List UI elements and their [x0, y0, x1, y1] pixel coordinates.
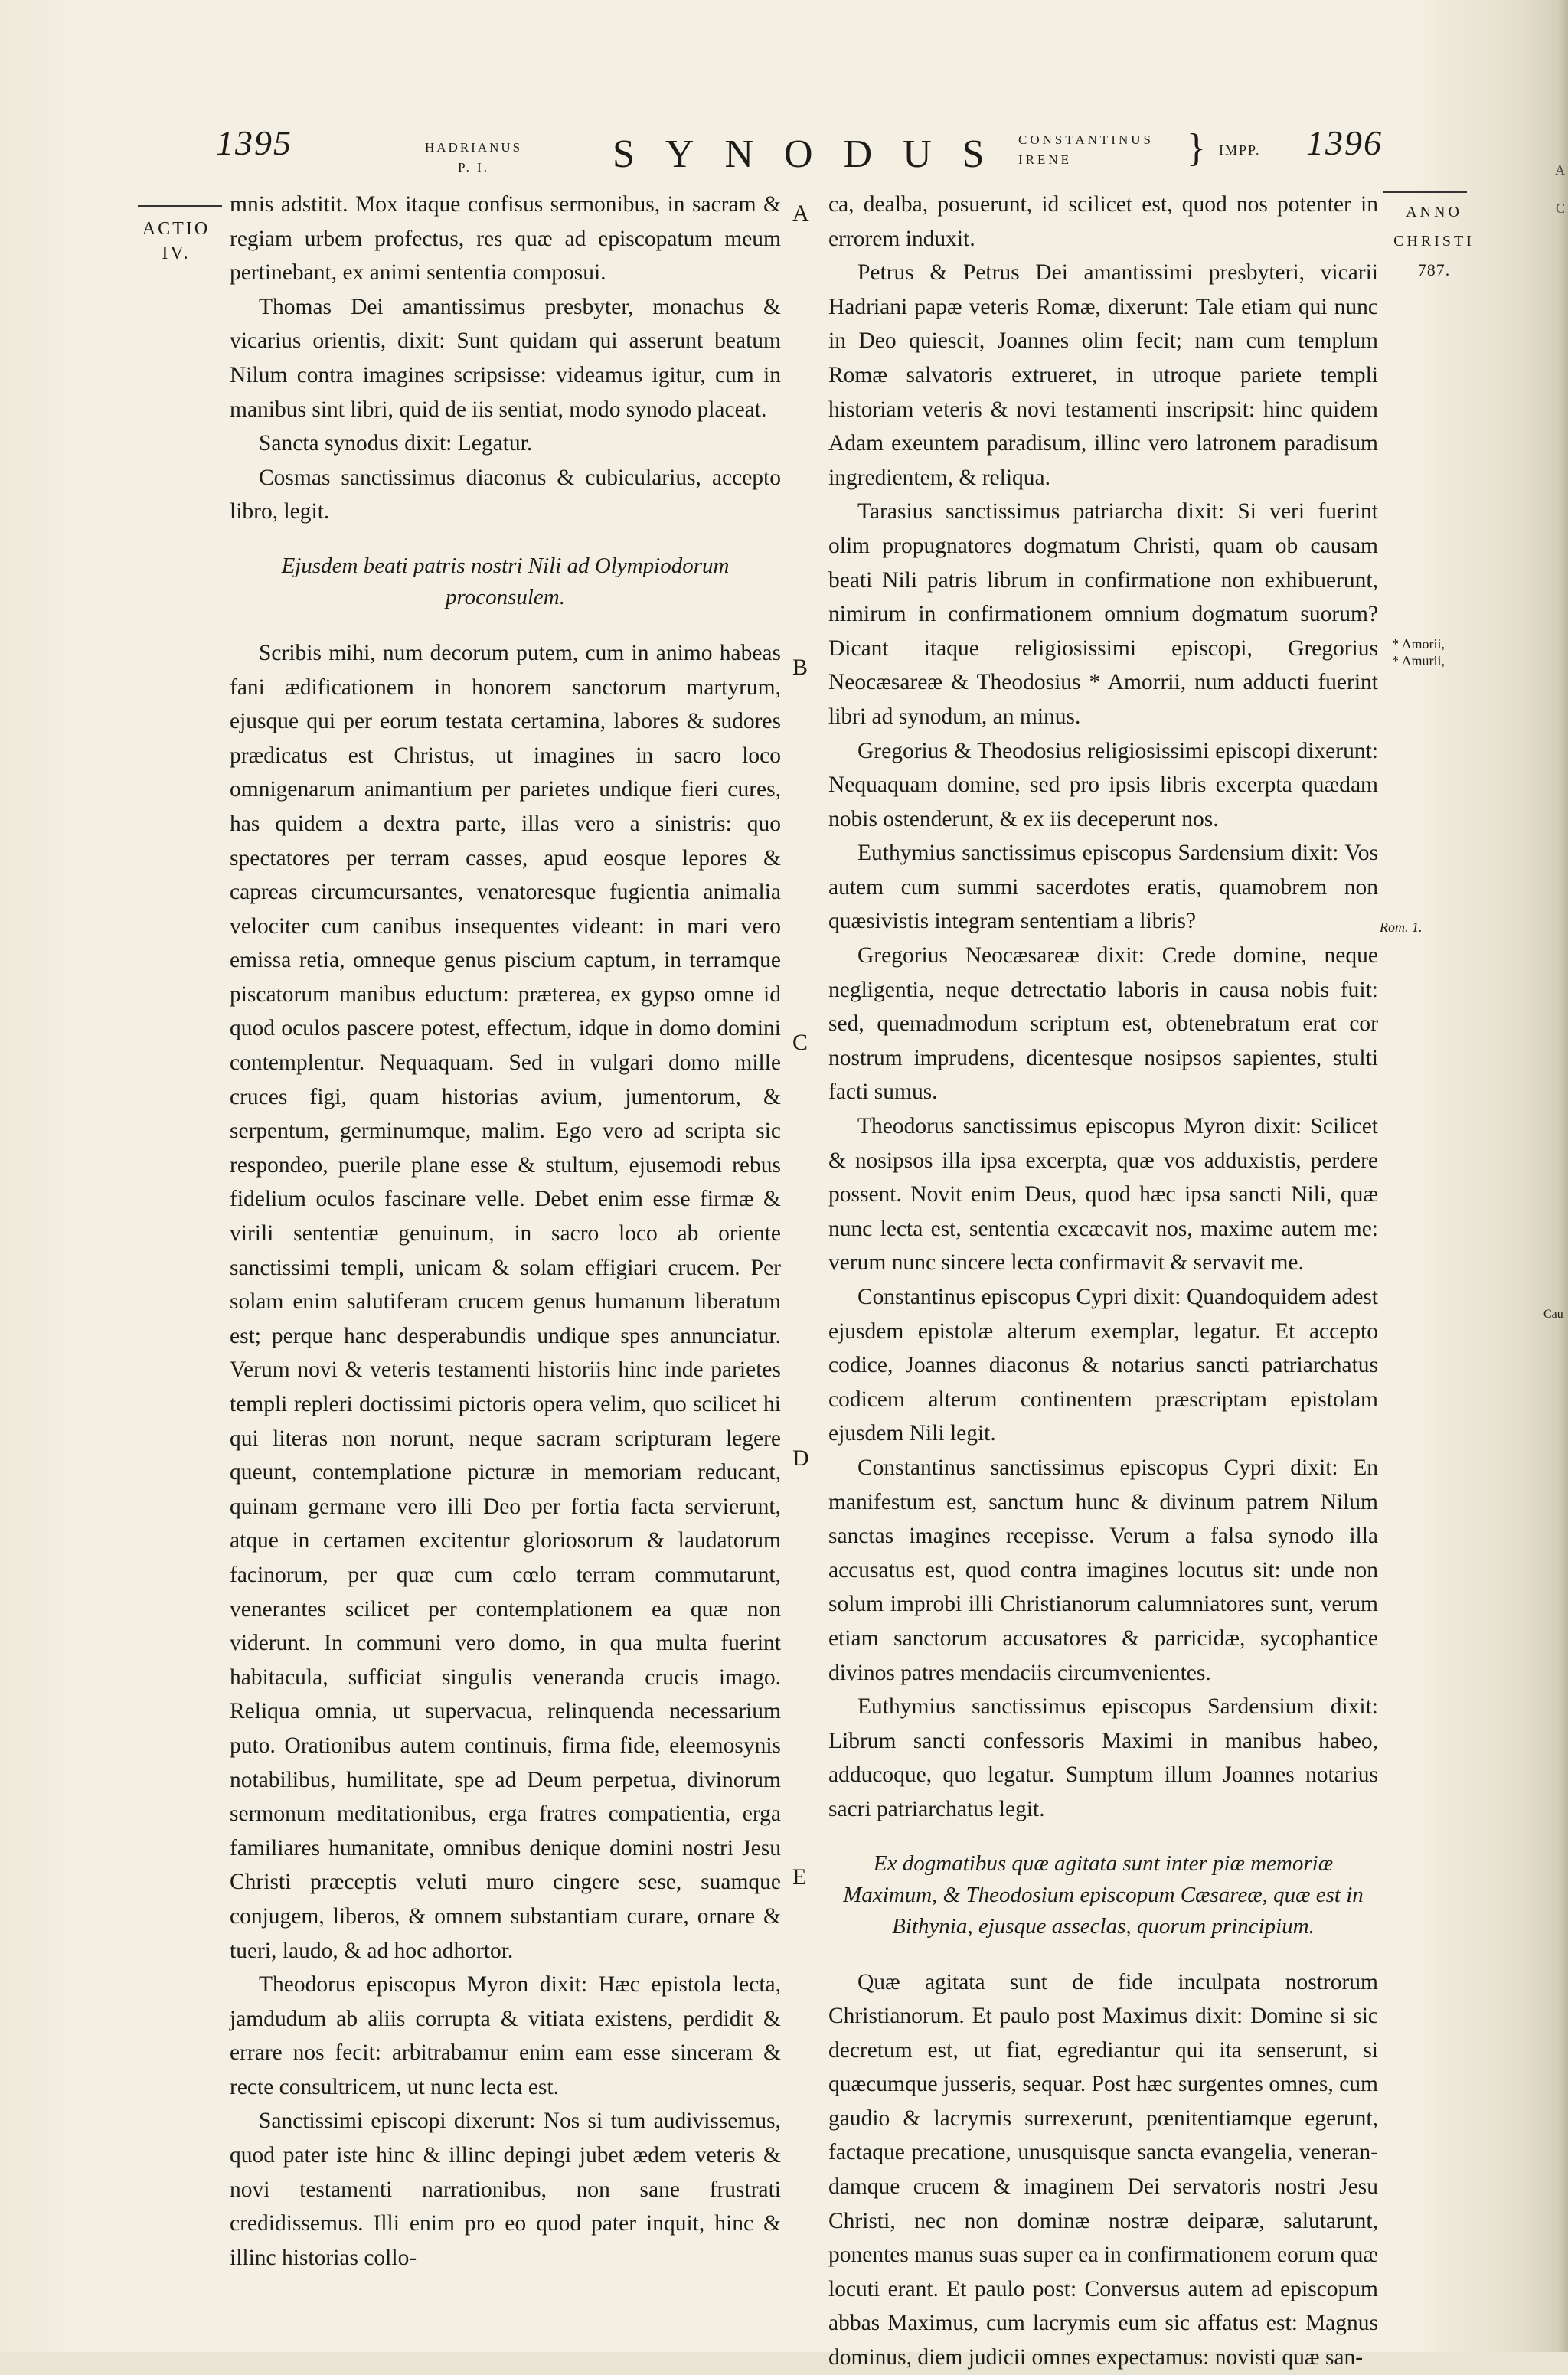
note-amorii-2: * Amurii, — [1392, 653, 1446, 668]
page-number-left: 1395 — [216, 123, 292, 162]
paragraph: Petrus & Petrus Dei amantissimi presbyteri, vicarii Hadriani papæ veteris Romæ, dixerunt: Tale etiam qui nunc in Deo quiescit, Joannes olim fecit; nam cum templum Romæ salvatoris extrueret, in utroque pariete templi historiam veteris & novi testamenti inscripsit: hinc quidem Adam exeuntem paradisum, illinc vero latronem paradisum ingredientem, & reliqua. — [828, 260, 1378, 490]
header-author — [425, 138, 522, 178]
margin-rule-left — [138, 205, 222, 207]
right-column — [828, 188, 1378, 2375]
next-page-edge — [1556, 0, 1568, 2352]
paragraph-continued: ca, dealba, posuerunt, id scilicet est, quod nos potenter in errorem induxit. — [828, 192, 1378, 251]
page-number-right: 1396 — [1306, 123, 1383, 162]
running-title: SYNODUS — [612, 132, 1015, 176]
paragraph: Theodorus episcopus Myron dixit: Hæc epistola lecta, jamdudum ab aliis corrupta & vitiata existens, perdidit & errare nos fecit: arbitrabamur enim eam esse sinceram & recte consultricem, ut nunc lecta est. — [230, 1972, 781, 2099]
header-author-title: P. I. — [458, 160, 490, 175]
header-author-name: HADRIANUS — [425, 140, 523, 155]
edge-letter-a: A — [1555, 162, 1565, 178]
header-emperor-1: CONSTANTINUS — [1018, 132, 1154, 147]
note-amorii — [1392, 635, 1445, 669]
paragraph: Sanctissimi episcopi dixerunt: Nos si tum audivissemus, quod pater iste hinc & illinc depingi jubet ædem veteris & novi testamenti narrationibus, non sane frustrati credidissemus. Illi enim pro eo quod pater inquit, hinc & illinc historias collo- — [230, 2109, 781, 2270]
note-cau: Cau — [1544, 1308, 1563, 1321]
note-rom: Rom. 1. — [1380, 920, 1423, 935]
paragraph: Quæ agitata sunt de fide inculpata nostrorum Christianorum. Et paulo post Maximus dixit: Domine si sic decretum est, ut fiat, egrediantur qui ita senserunt, si quæcumque jusseris, sequar. Post hæc surgentes omnes, cum gaudio & lacrymis surrexerunt, pœnitentiamque egerunt, factaque precatione, unusquisque sancta evangelia, veneran-damque crucem & imaginem Dei servatoris nostri Jesu Christi, nec non dominæ nostræ deiparæ, salutarunt, ponentes manus suas super ea in confirmationem eorum quæ locuti erant. Et paulo post: Conversus autem ad episcopum abbas Maximus, cum lacrymis eum sic affatus est: Magnus dominus, diem judicii omnes expectamus: novisti quæ san- — [828, 1969, 1378, 2370]
paragraph: Scribis mihi, num decorum putem, cum in animo habeas fani ædificationem in honorem sanctorum martyrum, ejusque qui per eorum testata certamina, labores & sudores prædicatus est Christus, ut imagines in sacro loco omnigenarum animantium per parietes undique fieri cures, has quidem a dextra parte, illas vero a sinistris: quo spectatores per terram casses, apud eosque lepores & capreas circumcursantes, venatoresque fugientia animalia velociter cum canibus insequentes videant: in mari vero emissa retia, omneque genus piscium captum, in terramque piscatorum manibus eductum: præterea, ex gypso omne id quod oculos pascere potest, effectum, idque in domo domini contemplentur. Nequaquam. Sed in vulgari domo mille cruces figi, quam historias avium, jumentorum, & serpentum, germinumque, malim. Ego vero ad scripta sic respondeo, puerile plane esse & stultum, ejusemodi rebus fidelium oculos fascinare velle. Debet enim esse firmæ & virili sententiæ genuinum, in sacro loco ab oriente sanctissimi templi, unicam & solam effigiari crucem. Per solam enim salutiferam crucem genus humanum liberatum est; perque hanc desperabundis undique spes annunciatur. Verum novi & veteris testamenti historiis hinc inde parietes templi repleri doctissimi pictoris opera velim, quo scilicet hi qui literas non norunt, neque sacram scripturam legere queunt, contemplatione picturæ in memoriam reducant, quinam germane vero illi Deo per fortia facta servierunt, atque in certamen excitentur gloriosorum & laudatorum facinorum, per quæ cum cœlo terram commutarunt, venerantes scilicet per contemplationem ea quæ non viderunt. In communi vero domo, in qua multa fuerint habitacula, sufficiat singulis veneranda crucis imago. Reliqua omnia, ut supervacua, relinquenda necessarium puto. Orationibus autem continuis, firma fide, eleemosynis notabilibus, humilitate, spe ad Deum perpetua, divinorum sermonum meditationibus, erga fratres compatientia, erga familiares humanitate, omnibus denique domini nostri Jesu Christi præceptis veluti muro cingere sese, suamque conjugem, liberos, & omnem substantiam curare, ornare & tueri, laudo, & ad hoc adhortor. — [230, 640, 781, 1963]
edge-letter-c: C — [1555, 201, 1565, 216]
paragraph: Euthymius sanctissimus episcopus Sardensium dixit: Vos autem cum summi sacerdotes eratis, quamobrem non quæsivistis integram sententiam a libris? — [828, 841, 1378, 934]
margin-anno — [1392, 198, 1476, 285]
paragraph: Sancta synodus dixit: Legatur. — [259, 431, 533, 456]
paragraph: Tarasius sanctissimus patriarcha dixit: Si veri fuerint olim propugnatores dogmatum Christi, quam ob causam beati Nili patris librum in confirmatione non exhibuerunt, nimirum in confirmationem omnium dogmatum suorum? Dicant itaque religiosissimi episcopi, Gregorius Neocæsareæ & Theodosius * Amorrii, num adducti fuerint libri ad synodum, an minus. — [828, 499, 1378, 729]
paragraph-continued: mnis adstitit. Mox itaque confisus sermonibus, in sacram & regiam urbem profectus, res quæ ad episcopatum meum pertinebant, ex animi sententia composui. — [230, 192, 781, 286]
paragraph: Euthymius sanctissimus episcopus Sardensium dixit: Librum sancti confessoris Maximi in manibus habeo, adducoque, quo legatur. Sumptum illum Joannes notarius sacri patriarchatus legit. — [828, 1694, 1378, 1821]
actio-number: IV. — [162, 243, 191, 263]
note-amorii-1: * Amorii, — [1392, 636, 1446, 652]
section-letter-e: E — [792, 1864, 807, 1890]
header-emperors — [1018, 130, 1154, 170]
section-letter-b: B — [792, 655, 808, 680]
header-impp: IMPP. — [1219, 142, 1261, 158]
anno-year: 787. — [1417, 260, 1451, 279]
paragraph: Cosmas sanctissimus diaconus & cubicularius, accepto libro, legit. — [230, 465, 781, 524]
header-emperor-2: IRENE — [1018, 152, 1073, 167]
header-brace: } — [1187, 126, 1206, 170]
paragraph: Constantinus sanctissimus episcopus Cypri dixit: En manifestum est, sanctum hunc & divinum patrem Nilum sanctas imagines recepisse. Verum a falsa synodo illa accusatus est, quod contra imagines locutus sit: unde non solum improbi illi Christianorum calumniatores sunt, verum etiam sanctorum accusatores & parricidæ, sycophantice divinos patres mendaciis circumvenientes. — [828, 1455, 1378, 1685]
anno-label: ANNO — [1406, 204, 1462, 221]
section-letter-c: C — [792, 1030, 808, 1055]
christi-label: CHRISTI — [1393, 233, 1475, 250]
margin-rule-right — [1383, 191, 1467, 193]
actio-label: ACTIO — [142, 219, 211, 239]
paragraph: Thomas Dei amantissimus presbyter, monachus & vicarius orientis, dixit: Sunt quidam qui asserunt beatum Nilum contra imagines scripsisse: videamus igitur, cum in manibus sint libri, quid de iis sentiat, modo synodo placeat. — [230, 294, 781, 422]
margin-actio — [130, 217, 222, 266]
paragraph: Theodorus sanctissimus episcopus Myron dixit: Scilicet & nosipsos illa ipsa excerpta, quæ vos adduxistis, perdere possent. Novit enim Deus, quod hæc ipsa sancti Nili, quæ nunc lecta est, sententia excæcavit nos, maxime autem me: verum nunc sincere lecta confirmavit & servavit me. — [828, 1114, 1378, 1276]
section-letter-d: D — [792, 1446, 809, 1471]
paragraph: Constantinus episcopus Cypri dixit: Quandoquidem adest ejusdem epistolæ alterum exemplar, legatur. Et accepto codice, Joannes diaconus & notarius sancti patriarchatus codicem alterum continentem præscriptam epistolam ejusdem Nili legit. — [828, 1285, 1378, 1446]
section-heading: Ex dogmatibus quæ agitata sunt inter piæ memoriæ Maximum, & Theodosium episcopum Cæsareæ, quæ est in Bithynia, ejusque asseclas, quorum principium. — [843, 1851, 1364, 1939]
section-heading: Ejusdem beati patris nostri Nili ad Olympiodorum proconsulem. — [281, 553, 730, 609]
section-letter-a: A — [792, 201, 809, 226]
paragraph: Gregorius & Theodosius religiosissimi episcopi dixerunt: Nequaquam domine, sed pro ipsis libris excerpta quædam nobis ostenderunt, & ex iis deceperunt nos. — [828, 738, 1378, 831]
paragraph: Gregorius Neocæsareæ dixit: Crede domine, neque negligentia, neque detrectatio laboris in causa nobis fuit: sed, quemadmodum scriptum est, obtenebratum erat cor nostrum imprudens, dicentesque nosipsos sapientes, stulti facti sumus. — [828, 943, 1378, 1105]
left-column — [230, 188, 781, 2275]
